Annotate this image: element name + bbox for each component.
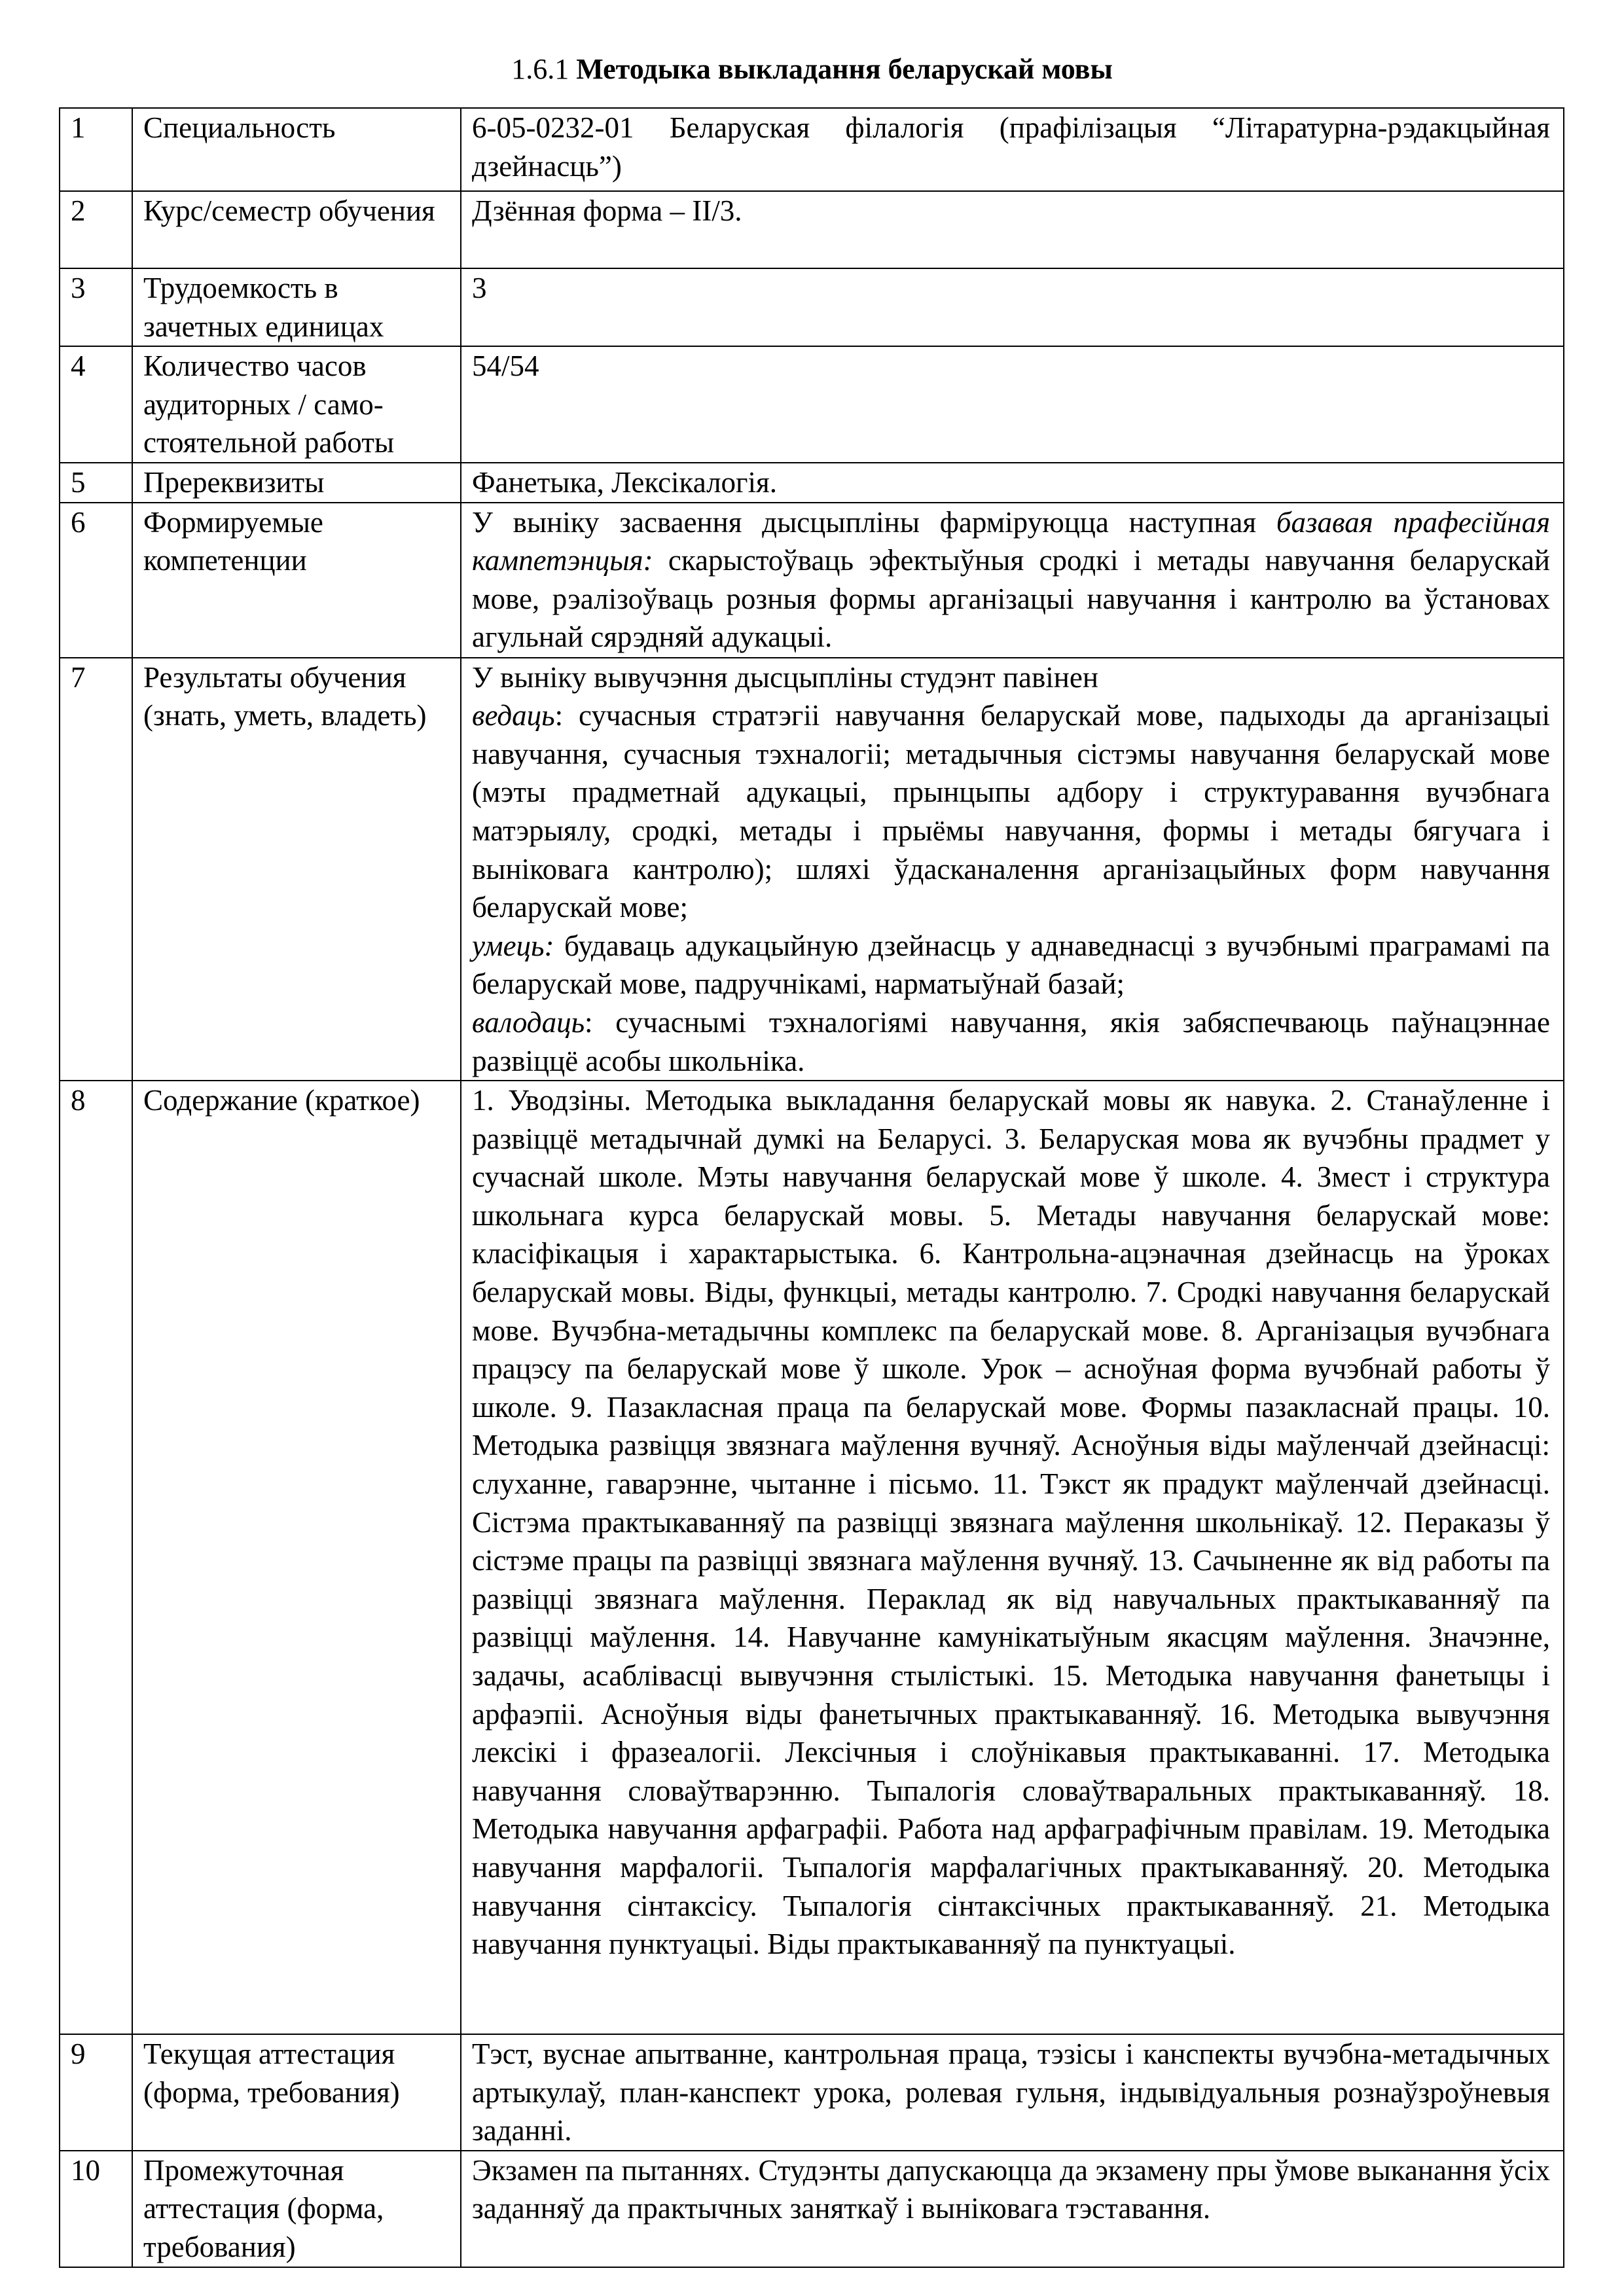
- row-label: Результаты обучения (знать, уметь, владеть): [132, 658, 461, 1081]
- row-label: Специальность: [132, 108, 461, 191]
- row-label: Промежуточная аттестация (форма, требования): [132, 2151, 461, 2267]
- table-row: [60, 346, 1564, 463]
- row-number: 7: [60, 658, 132, 1081]
- row-value: 6-05-0232-01 Беларуская філалогія (прафілізацыя “Літаратурна-рэдакцыйная дзейнасць”): [461, 108, 1564, 191]
- row-value: Экзамен па пытаннях. Студэнты дапускаюцца да экзамену пры ўмове выканання ўсіх заданняў да практычных заняткаў і выніковага тэставання.: [461, 2151, 1564, 2267]
- row-label: Формируемые компетенции: [132, 503, 461, 658]
- row-value: 54/54: [461, 346, 1564, 463]
- table-row: [60, 2034, 1564, 2151]
- row-label: Пререквизиты: [132, 463, 461, 503]
- row-number: 2: [60, 191, 132, 268]
- section-title: Методыка выкладання беларускай мовы: [576, 53, 1113, 85]
- row-number: 10: [60, 2151, 132, 2267]
- can-label: умець:: [472, 929, 554, 962]
- row-label: Текущая аттестация (форма, требования): [132, 2034, 461, 2151]
- competence-term: базавая прафесійная кампетэнцыя:: [472, 505, 1550, 577]
- row-label: Трудоемкость в зачетных единицах: [132, 268, 461, 346]
- row-value: 1. Уводзіны. Методыка выкладання беларускай мовы як навука. 2. Станаўленне і развіццё метадычнай думкі на Беларусі. 3. Беларуская мова як вучэбны прадмет у сучаснай школе. Мэты навучання беларускай мове ў школе. 4. Змест і структура школьнага курса беларускай мовы. 5. Метады навучання беларускай мове: класіфікацыя і характарыстыка. 6. Кантрольна-ацэначная дзейнасць на ўроках беларускай мовы. Віды, функцыі, метады кантролю. 7. Сродкі навучання беларускай мове. Вучэбна-метадычны комплекс па беларускай мове. 8. Арганізацыя вучэбнага працэсу па беларускай мове ў школе. Урок – асноўная форма вучэбнай работы ў школе. 9. Пазакласная праца па беларускай мове. Формы пазакласнай працы. 10. Методыка развіцця звязнага маўлення вучняў. Асноўныя віды маўленчай дзейнасці: слуханне, гаварэнне, чытанне і пісьмо. 11. Тэкст як прадукт маўленчай дзейнасці. Сістэма практыкаванняў па развіцці звязнага маўлення школьнікаў. 12. Пераказы ў сістэме працы па развіцці звязнага маўлення вучняў. 13. Сачыненне як від работы па развіцці звязнага маўлення. Пераклад як від навучальных практыкаванняў па развіцці маўлення. 14. Навучанне камунікатыўным якасцям маўлення. Значэнне, задачы, асаблівасці вывучэння стылістыкі. 15. Методыка навучання фанетыцы і арфаэпіі. Асноўныя віды фанетычных практыкаванняў. 16. Методыка вывучэння лексікі і фразеалогіі. Лексічныя і слоўнікавыя практыкаванні. 17. Методыка навучання словаўтварэнню. Тыпалогія словаўтваральных практыкаванняў. 18. Методыка навучання арфаграфіі. Работа над арфаграфічным правілам. 19. Методыка навучання марфалогіі. Тыпалогія марфалагічных практыкаванняў. 20. Методыка навучання сінтаксісу. Тыпалогія сінтаксічных практыкаванняў. 21. Методыка навучання пунктуацыі. Віды практыкаванняў па пунктуацыі.: [461, 1081, 1564, 2034]
- row-value: Фанетыка, Лексікалогія.: [461, 463, 1564, 503]
- can-text: будаваць адукацыйную дзейнасць у аднаведнасці з вучэбнымі праграмамі па беларускай мове, падручнікамі, нарматыўнай базай;: [472, 929, 1550, 1001]
- table-row: [60, 268, 1564, 346]
- row-value: Дзённая форма – II/3.: [461, 191, 1564, 268]
- know-label: ведаць: [472, 699, 555, 732]
- table-row: [60, 658, 1564, 1081]
- row-value: [461, 658, 1564, 1081]
- own-label: валодаць: [472, 1005, 585, 1039]
- table-row: [60, 191, 1564, 268]
- row-value: [461, 503, 1564, 658]
- section-number: 1.6.1: [511, 53, 569, 85]
- row-label: Курс/семестр обучения: [132, 191, 461, 268]
- table-row: [60, 1081, 1564, 2034]
- row-number: 5: [60, 463, 132, 503]
- row-number: 1: [60, 108, 132, 191]
- competence-intro: У выніку засваення дысцыпліны фарміруюцца наступная: [472, 505, 1276, 539]
- page-title: [0, 51, 1624, 88]
- table-row: [60, 108, 1564, 191]
- row-value: 3: [461, 268, 1564, 346]
- results-intro: У выніку вывучэння дысцыпліны студэнт павінен: [472, 660, 1098, 694]
- row-label: Количество часов аудиторных / само-стоятельной работы: [132, 346, 461, 463]
- row-number: 6: [60, 503, 132, 658]
- course-info-table: [59, 107, 1564, 2268]
- table-row: [60, 503, 1564, 658]
- table-row: [60, 463, 1564, 503]
- row-number: 3: [60, 268, 132, 346]
- row-number: 4: [60, 346, 132, 463]
- row-value: Тэст, вуснае апытванне, кантрольная праца, тэзісы і канспекты вучэбна-метадычных артыкулаў, план-канспект урока, ролевая гульня, індывідуальныя рознаўзроўневыя заданні.: [461, 2034, 1564, 2151]
- row-label: Содержание (краткое): [132, 1081, 461, 2034]
- row-number: 8: [60, 1081, 132, 2034]
- know-text: : сучасныя стратэгіі навучання беларускай мове, падыходы да арганізацыі навучання, сучасныя тэхналогіі; метадычныя сістэмы навучання беларускай мове (мэты прадметнай адукацыі, прынцыпы адбору і структуравання вучэбнага матэрыялу, сродкі, метады і прыёмы навучання, формы і метады бягучага і выніковага кантролю); шляхі ўдасканалення арганізацыйных форм навучання беларускай мове;: [472, 699, 1550, 924]
- competence-text: скарыстоўваць эфектыўныя сродкі і метады навучання беларускай мове, рэалізоўваць розныя формы арганізацыі навучання і кантролю ва ўстановах агульнай сярэдняй адукацыі.: [472, 544, 1550, 654]
- row-number: 9: [60, 2034, 132, 2151]
- table-row: [60, 2151, 1564, 2267]
- own-text: : сучаснымі тэхналогіямі навучання, якія забяспечваюць паўнацэннае развіццё асобы школьніка.: [472, 1005, 1550, 1077]
